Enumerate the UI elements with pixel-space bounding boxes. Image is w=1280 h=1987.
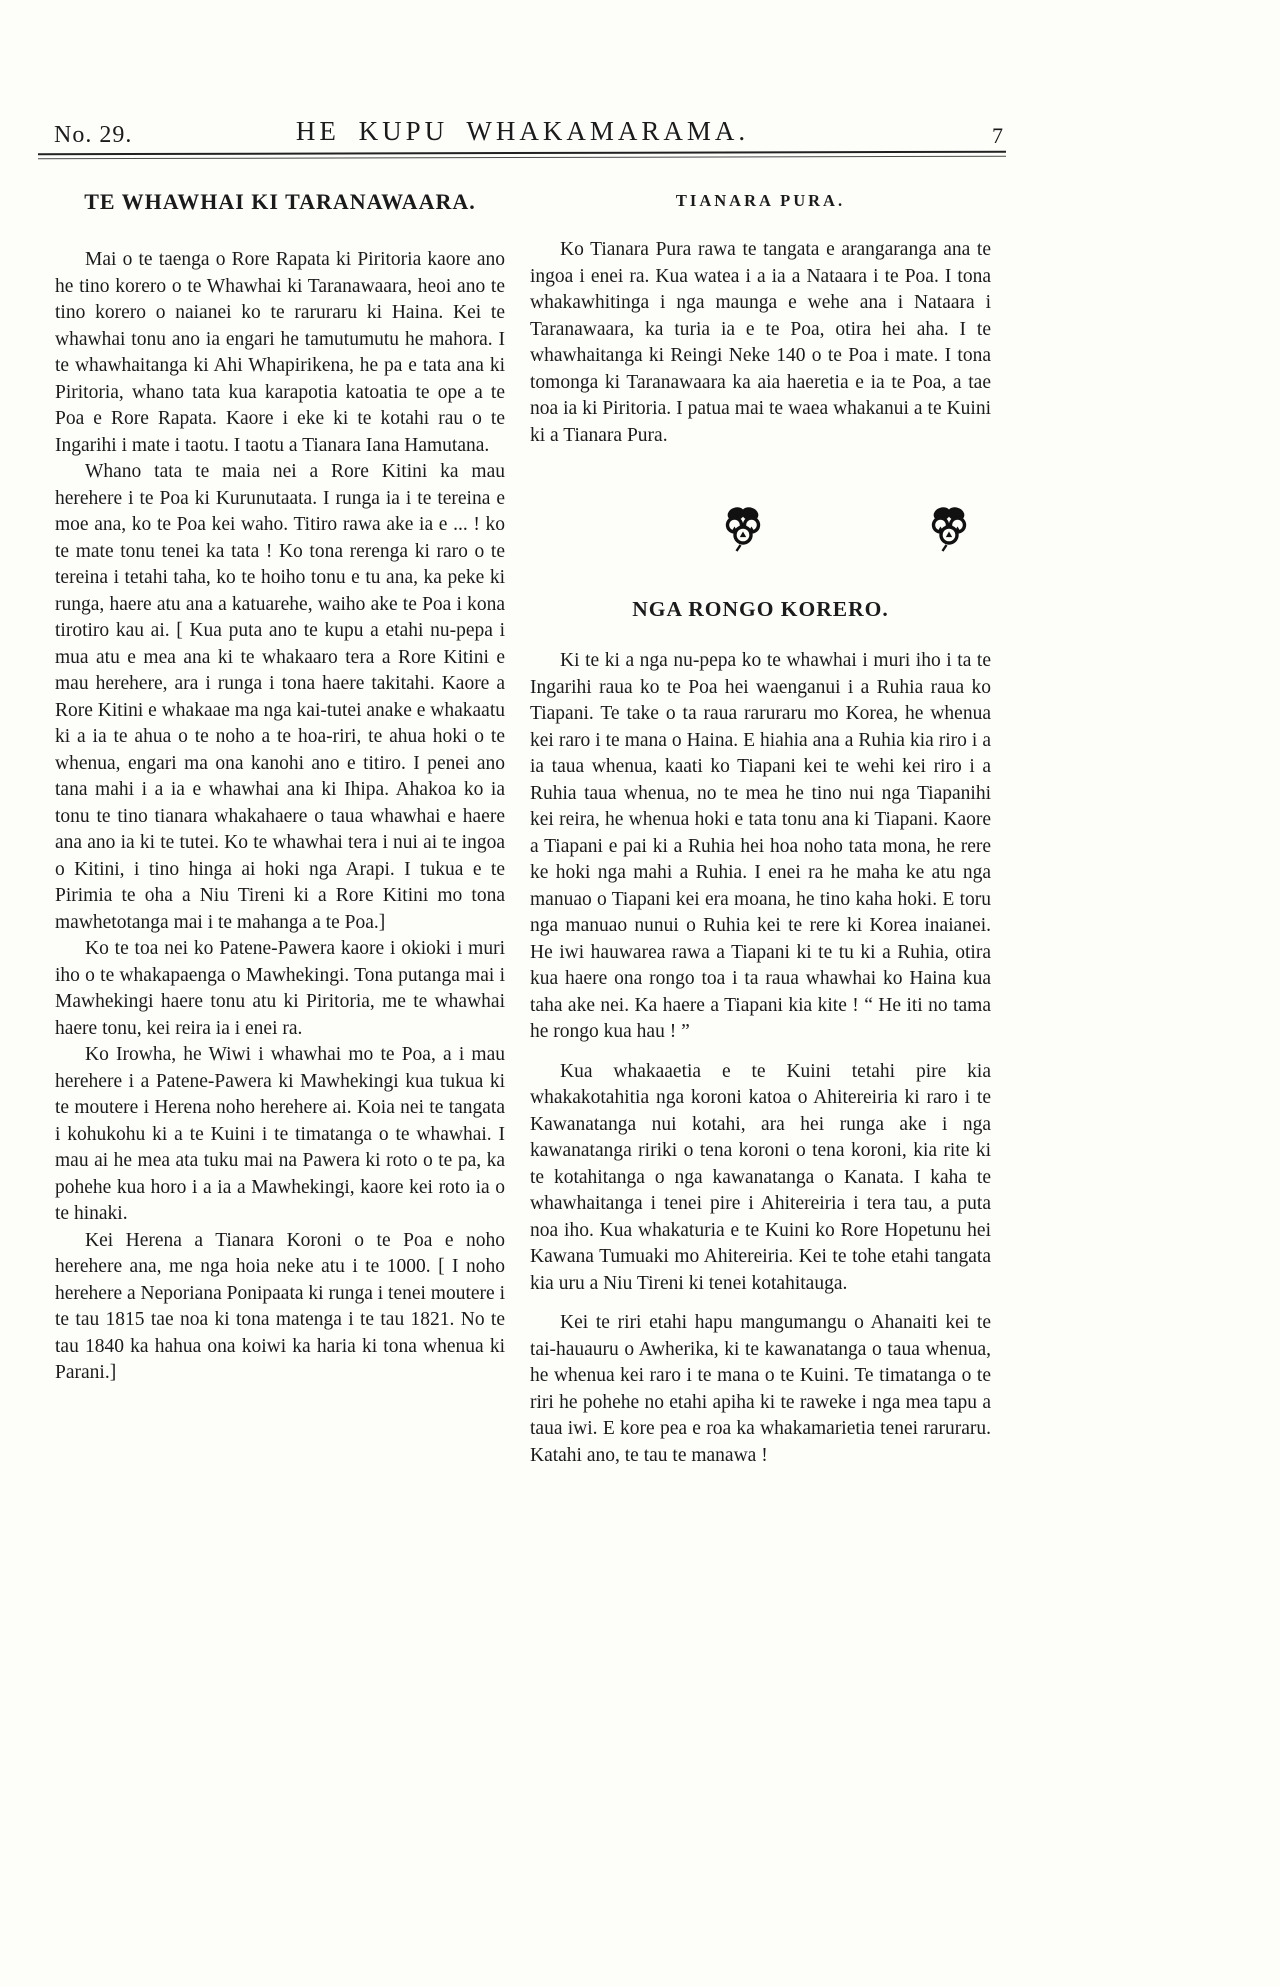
article-paragraph: Ko te toa nei ko Patene-Pawera kaore i okioki i muri iho o te whakapaenga o Mawhekingi. Tona putanga mai i Mawhekingi haere tonu atu ki Piritoria, me te whawhai haere tonu, kei reira ia i enei ra. xyxy=(55,938,505,1039)
article-paragraph: Mai o te taenga o Rore Rapata ki Piritoria kaore ano he tino korero o te Whawhai ki Taranawaara, heoi ano te tino korero o naianei ko te raruraru ki Haina. Kei te whawhai tonu ano ia engari he tamutumutu he mahora. I te whawhaitanga ki Ahi Whapirikena, he pa e tata ana ki Piritoria, whano tata kua karapotia katoatia te ope a te Poa e Rore Rapata. Kaore i eke ki te kotahi rau o te Ingarihi i mate i taotu. I taotu a Tianara Iana Hamutana. xyxy=(55,249,505,456)
left-column xyxy=(55,183,505,1469)
masthead-title: HE KUPU WHAKAMARAMA. xyxy=(295,116,750,146)
article-paragraph: Ki te ki a nga nu-pepa ko te whawhai i muri iho i ta te Ingarihi raua ko te Poa hei waenganui i a Ruhia raua ko Tiapani. Te take o ta raua raruraru mo Korea, he whenua kei raro i te mana o Haina. E hiahia ana a Ruhia kia riro i a ia taua whenua, kaati ko Tiapani kei te wehi kei riro i a Ruhia taua whenua, no te mea he tino nui nga Tiapanihi kei reira, he whenua hoki e tata tonu ana ki Tiapani. Kaore a Tiapani e pai ki a Ruhia hei hoa noho tata mona, he rere ke hoki nga mahi a Ruhia. I enei ra he maha ke atu nga manuao o Tiapani kei era moana, he tino kaha hoki. E toru nga manuao nunui o Ruhia kei te rere ki Korea inaianei. He iwi hauwarea rawa a Tiapani ki te tu ki a Ruhia, otira kua haere ona rongo toa i ta raua whawhai ko Haina kua taha ake nei. Ka haere a Tiapani kia kite ! “ He iti no tama he rongo kua hau ! ” xyxy=(530,650,991,1042)
article-paragraph: Ko Tianara Pura rawa te tangata e arangaranga ana te ingoa i enei ra. Kua watea i a ia a Nataara i te Poa. I tona whakawhitinga i nga maunga e wehe ana i Nataara i Taranawaara, ka turia ia e te Poa, otira hei aha. I te whawhaitanga ki Reingi Neke 140 o te Poa i mate. I tona tomonga ki Taranawaara ka aia haeretia e ia te Poa, a tae noa ia ki Piritoria. I patua mai te waea whakanui a te Kuini ki a Tianara Pura. xyxy=(530,239,991,446)
article-heading: TE WHAWHAI KI TARANAWAARA. xyxy=(84,189,476,214)
pansy-flower-ornament-icon xyxy=(931,505,967,553)
article-paragraph: Whano tata te maia nei a Rore Kitini ka mau herehere i te Poa ki Kurunutaata. I runga ia i te tereina e moe ana, ko te Poa kei waho. Titiro rawa ake ia e ... ! ko te mate tonu tenei ka tata ! Ko tona rerenga ki raro o te tereina i tetahi taha, ko te hoiho tonu e tu ana, ka peke ki runga, haere atu ana a katuarehe, waiho ake te Poa i kona tirotiro kau ai. [ Kua puta ano te kupu a etahi nu-pepa i mua atu e mea ana ki te whakaaro tera a Rore Kitini e mau herehere, ara i runga i tona haere takitahi. Kaore a Rore Kitini e whakaae ma nga kai-tutei anake e whakaatu ki a ia te ahua o te noho a te hoa-riri, te ahua hoki o te whenua, engari ma ona kanohi ano e titiro. I penei ano tana mahi i a ia e whawhai ana ki Ihipa. Ahakoa ko ia tonu te tino tianara whakahaere o taua whawhai e haere ana ano ia ki te tutei. Ko te whawhai tera i nui ai te ingoa o Kitini, i tino hinga ai hoki nga Arapi. I tukua e te Pirimia te oha a Niu Tireni ki a Rore Kitini mo tona mawhetotanga mai i te mahanga a te Poa.] xyxy=(55,461,505,933)
article-paragraph: Ko Irowha, he Wiwi i whawhai mo te Poa, a i mau herehere i a Patene-Pawera ki Mawhekingi kua tukua ki te moutere i Herena noho herehere ai. Koia nei te tangata i kohukohu ki a te Kuini i te timatanga o te whawhai. I mau ai he mea ata tuku mai na Pawera ki roto o te pa, ka pohehe kua horo i a ia a Mawhekingi, kaore kei roto ia o te hinaki. xyxy=(55,1044,505,1224)
page-number: 7 xyxy=(992,123,1003,148)
page-header xyxy=(40,116,1005,156)
issue-number: No. 29. xyxy=(54,122,133,148)
header-rule xyxy=(38,151,1006,160)
article-columns xyxy=(55,183,991,1469)
section-divider-ornaments xyxy=(701,505,991,553)
article-paragraph: Kei te riri etahi hapu mangumangu o Ahanaiti kei te tai-hauauru o Awherika, ki te kawanatanga o taua whenua, he whenua kei raro i te mana o te Kuini. Te timatanga o te riri he pohehe no etahi apiha ki te raweke i nga mea tapu a taua iwi. E kore pea e roa ka whakamarietia tenei raruraru. Katahi ano, te tau te manawa ! xyxy=(530,1312,991,1466)
article-paragraph: Kei Herena a Tianara Koroni o te Poa e noho herehere ana, me nga hoia neke atu i te 1000. [ I noho herehere a Neporiana Ponipaata ki runga i tenei moutere i te tau 1815 tae noa ki tona matenga i te tau 1821. No te tau 1840 ka hahua ona koiwi ka haria ki tona whenua ki Parani.] xyxy=(55,1229,505,1383)
section-heading: NGA RONGO KORERO. xyxy=(632,597,889,621)
pansy-flower-ornament-icon xyxy=(725,505,761,553)
right-column xyxy=(530,183,991,1469)
article-paragraph: Kua whakaaetia e te Kuini tetahi pire kia whakakotahitia nga koroni katoa o Ahitereiria ki raro i te Kawanatanga nui kotahi, ara hei runga ake i nga kawanatanga ririki o tena koroni o tena koroni, kia rite ki te kotahitanga o nga kawanatanga o Kanata. I kaha te whawhaitanga i tenei pire i Ahitereiria i tera tau, a puta noa iho. Kua whakaturia e te Kuini ko Rore Hopetunu hei Kawana Tumuaki mo Ahitereiria. Kei te tohe etahi tangata kia uru a Niu Tireni ki tenei kotahitauga. xyxy=(530,1060,991,1294)
section-heading: TIANARA PURA. xyxy=(675,191,846,210)
